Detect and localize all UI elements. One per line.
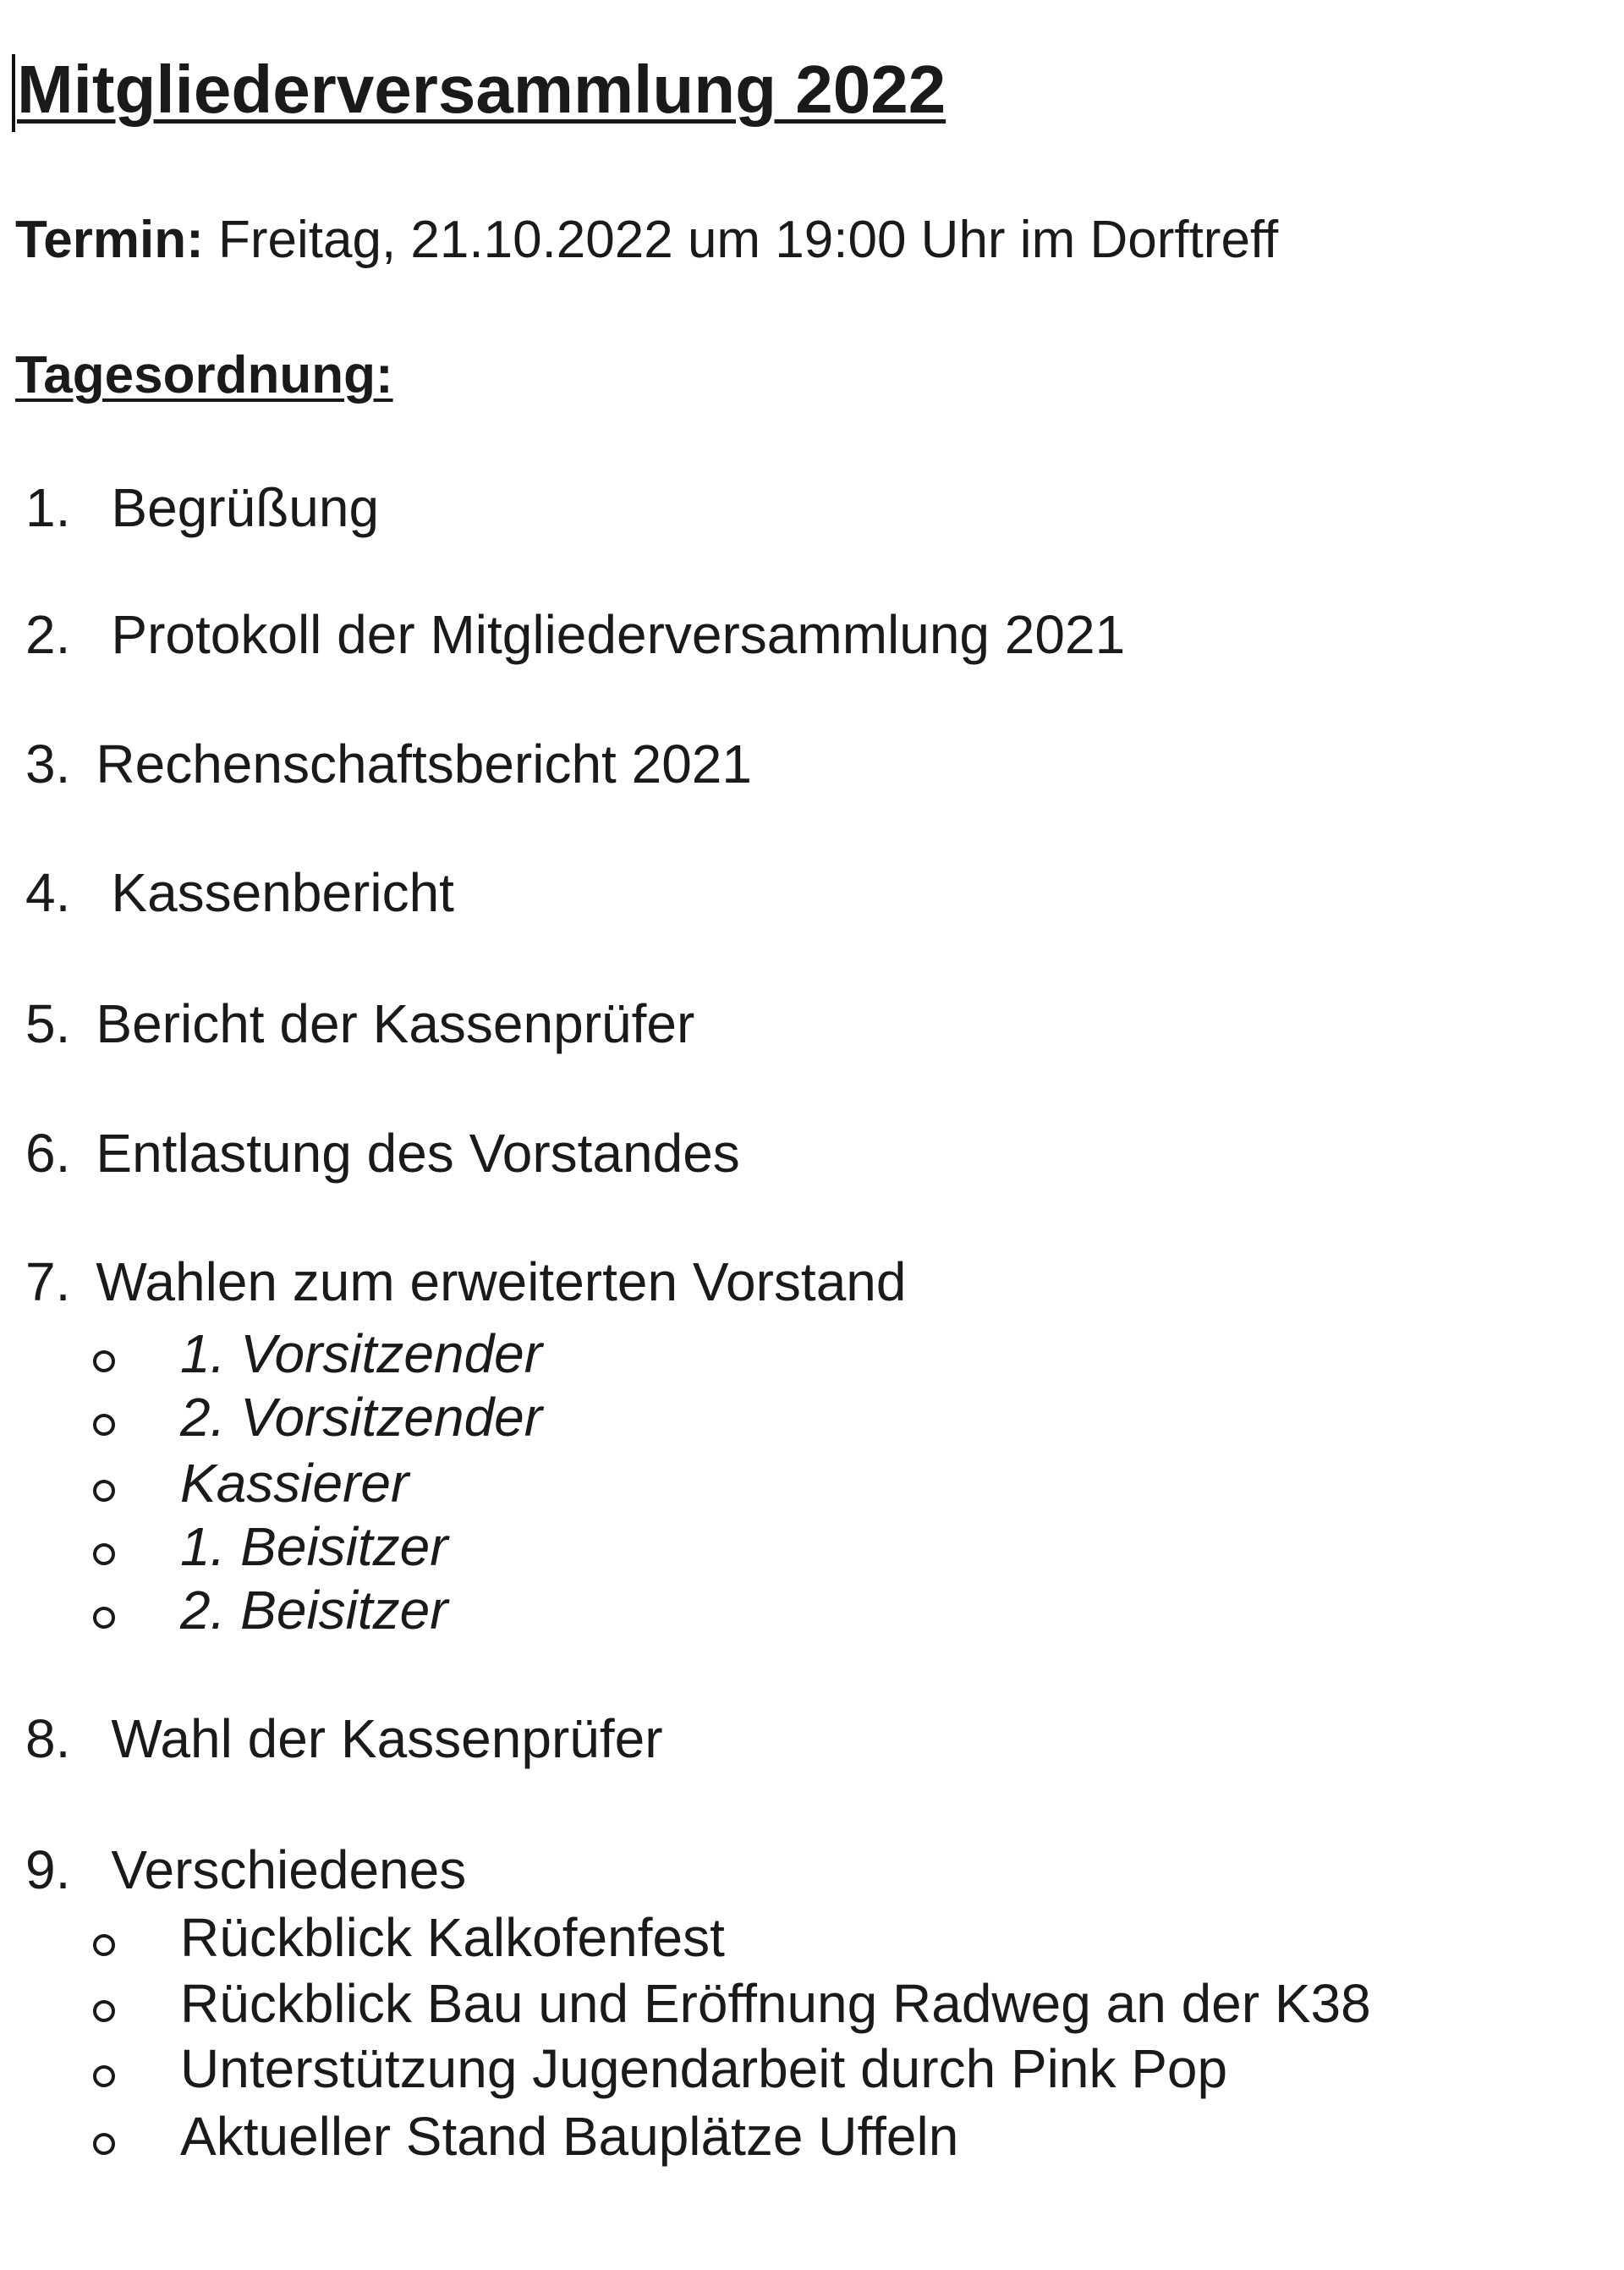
agenda-subitem-text: Aktueller Stand Bauplätze Uffeln [180,2106,959,2167]
agenda-item-text: Rechenschaftsbericht 2021 [96,734,752,794]
agenda-subitem-text: Rückblick Kalkofenfest [180,1907,725,1968]
agenda-subitem-text: 2. Beisitzer [180,1580,448,1641]
agenda-item-number: 5. [25,993,71,1054]
agenda-item-number: 9. [25,1839,71,1900]
hollow-bullet-icon [93,1350,115,1372]
termin-value: Freitag, 21.10.2022 um 19:00 Uhr im Dorftreff [218,211,1279,269]
agenda-item [25,478,379,537]
hollow-bullet-icon [93,1480,115,1502]
agenda-item-number: 7. [25,1251,71,1312]
hollow-bullet-icon [93,1543,115,1565]
agenda-item-text: Wahlen zum erweiterten Vorstand [96,1251,907,1312]
agenda-item-text: Kassenbericht [111,862,454,923]
agenda-subitem [93,1973,1371,2034]
agenda-subitem [93,1387,543,1448]
hollow-bullet-icon [93,2000,115,2022]
agenda-subitem [93,2106,959,2167]
agenda-subitem [93,1580,448,1641]
agenda-item-number: 3. [25,734,71,794]
agenda-item [25,734,752,794]
document-title: Mitgliederversammlung 2022 [17,52,946,127]
agenda-subitem-text: 2. Vorsitzender [180,1387,543,1448]
agenda-item [25,1124,740,1183]
agenda-item-number: 1. [25,477,71,538]
agenda-item [25,605,1125,664]
agenda-subitem [93,1516,448,1577]
termin-line [15,212,1278,269]
agenda-subitem-text: Rückblick Bau und Eröffnung Radweg an der K38 [180,1973,1371,2034]
agenda-item [25,1840,466,1899]
hollow-bullet-icon [93,2133,115,2155]
agenda-item-text: Entlastung des Vorstandes [96,1123,740,1184]
agenda-subitem-text: Unterstützung Jugendarbeit durch Pink Pop [180,2038,1228,2099]
agenda-subitem-text: 1. Vorsitzender [180,1323,543,1384]
agenda-item-text: Bericht der Kassenprüfer [96,993,695,1054]
agenda-item-number: 4. [25,862,71,923]
agenda-subitem [93,1907,725,1968]
termin-label: Termin: [15,211,204,269]
hollow-bullet-icon [93,1607,115,1629]
agenda-item-text: Protokoll der Mitgliederversammlung 2021 [111,604,1126,665]
agenda-item [25,1252,906,1311]
agenda-item-number: 6. [25,1123,71,1184]
agenda-subitem [93,2038,1228,2099]
agenda-item-number: 2. [25,604,71,665]
text-cursor [12,54,15,132]
agenda-subitem-text: 1. Beisitzer [180,1516,448,1577]
agenda-subitem [93,1323,543,1384]
hollow-bullet-icon [93,2065,115,2087]
agenda-item-text: Begrüßung [111,477,380,538]
hollow-bullet-icon [93,1934,115,1956]
hollow-bullet-icon [93,1414,115,1436]
agenda-item-text: Verschiedenes [111,1839,467,1900]
agenda-subitem-text: Kassierer [180,1453,409,1514]
agenda-item-text: Wahl der Kassenprüfer [111,1708,663,1769]
agenda-item [25,1709,663,1768]
agenda-item-number: 8. [25,1708,71,1769]
agenda-item [25,863,454,922]
agenda-subitem [93,1453,409,1514]
agenda-item [25,994,694,1053]
agenda-heading: Tagesordnung: [15,346,393,404]
